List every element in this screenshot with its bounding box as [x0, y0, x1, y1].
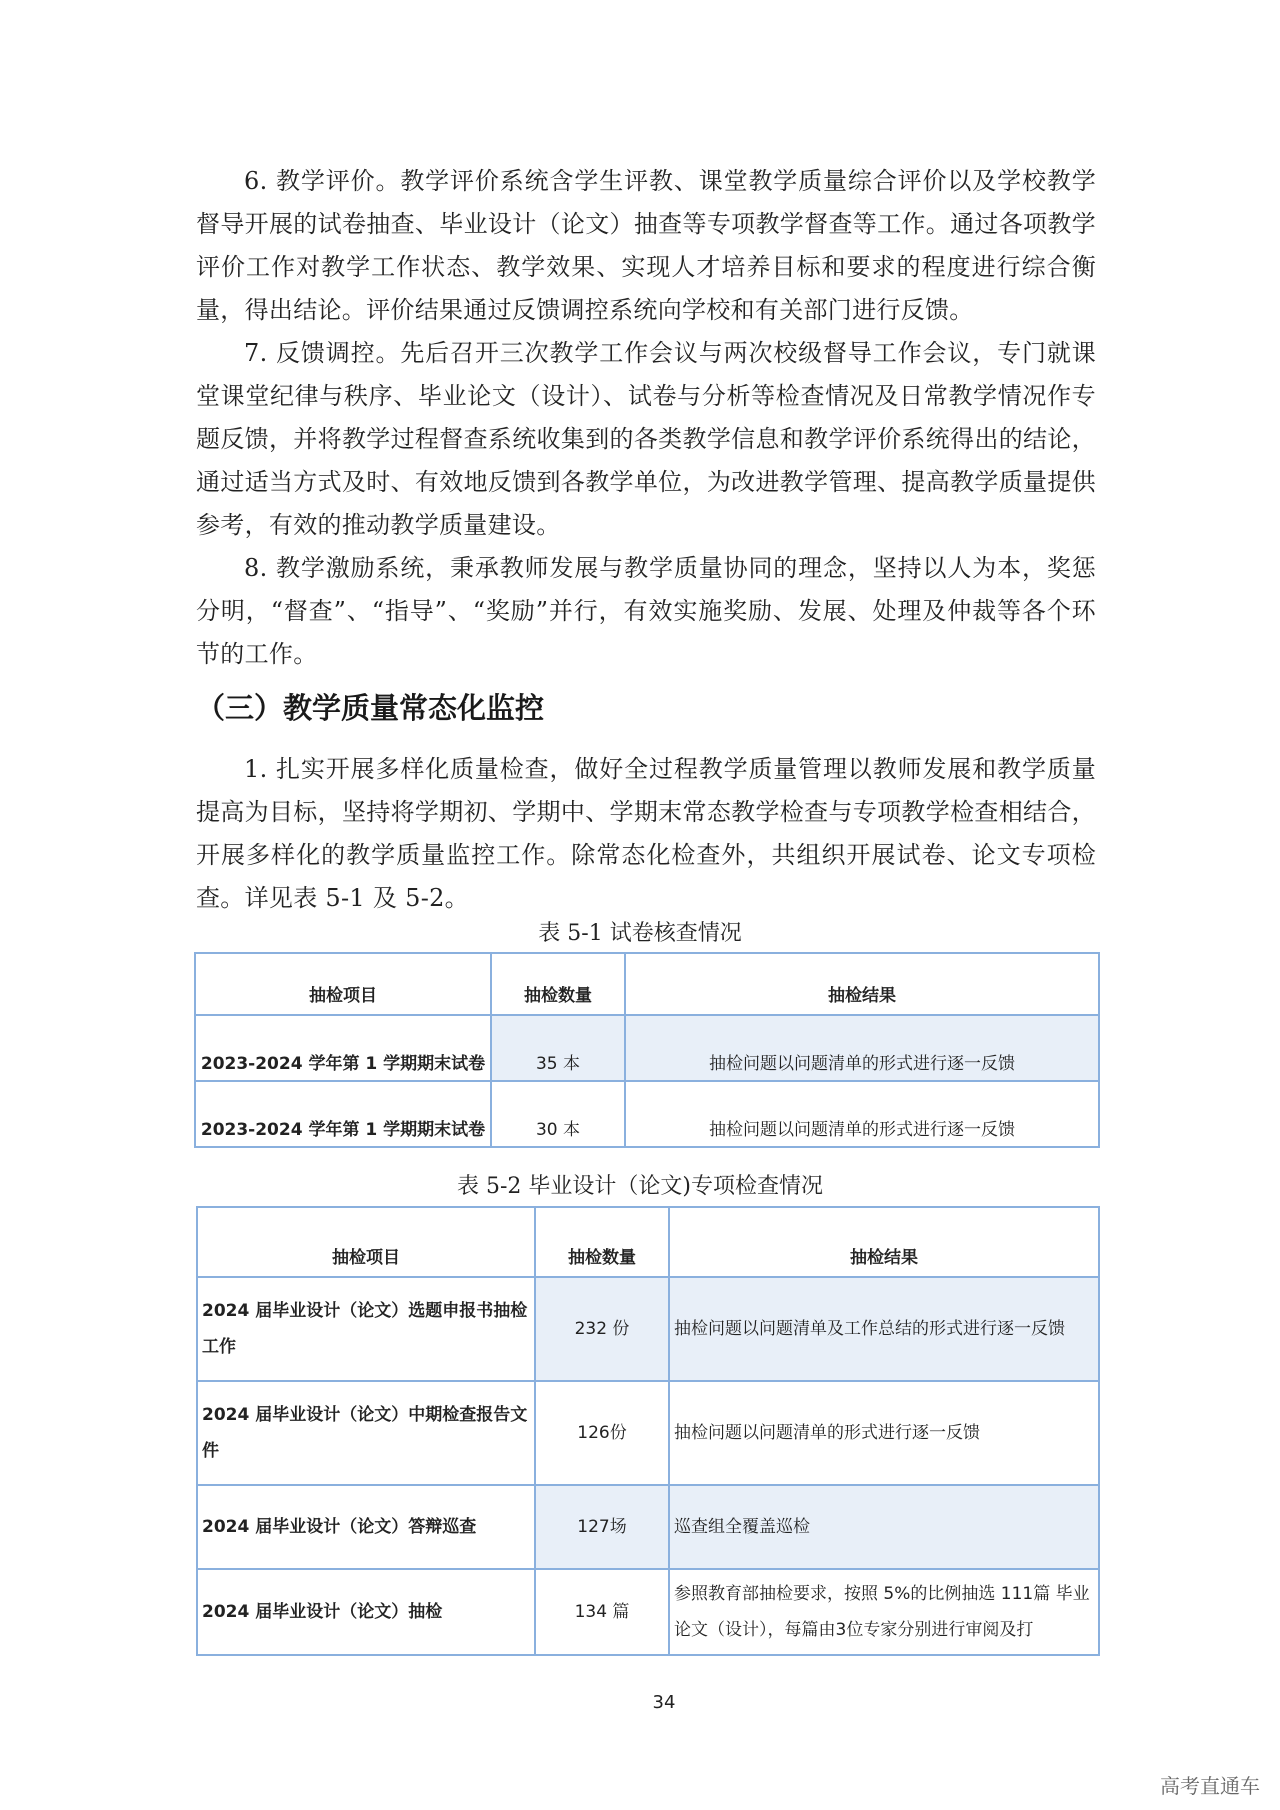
- header-result: 抽检结果: [669, 1207, 1099, 1277]
- cell-item: 2024 届毕业设计（论文）中期检查报告文件: [197, 1381, 535, 1485]
- cell-quantity: 127场: [535, 1485, 669, 1569]
- section-heading: （三）教学质量常态化监控: [196, 691, 545, 725]
- cell-result: 抽检问题以问题清单及工作总结的形式进行逐一反馈: [669, 1277, 1099, 1381]
- cell-result: 巡查组全覆盖巡检: [669, 1485, 1099, 1569]
- paragraph-incentive-system: 8. 教学激励系统，秉承教师发展与教学质量协同的理念，坚持以人为本，奖惩分明，“督查”、“指导”、“奖励”并行，有效实施奖励、发展、处理及仲裁等各个环节的工作。: [196, 554, 1096, 668]
- table-row: [197, 1277, 1099, 1381]
- paragraph-quality-inspection: 1. 扎实开展多样化质量检查，做好全过程教学质量管理以教师发展和教学质量提高为目标，坚持将学期初、学期中、学期末常态教学检查与专项教学检查相结合，开展多样化的教学质量监控工作。除常态化检查外，共组织开展试卷、论文专项检查。详见表 5-1 及 5-2。: [196, 755, 1096, 912]
- cell-item: 2024 届毕业设计（论文）答辩巡查: [197, 1485, 535, 1569]
- cell-quantity: 134 篇: [535, 1569, 669, 1655]
- cell-result: 抽检问题以问题清单的形式进行逐一反馈: [625, 1015, 1099, 1081]
- cell-result: 参照教育部抽检要求，按照 5%的比例抽选 111篇 毕业论文（设计），每篇由3位专家分别进行审阅及打: [669, 1569, 1099, 1655]
- table-caption: 表 5-1 试卷核查情况: [538, 921, 742, 946]
- cell-quantity: 126份: [535, 1381, 669, 1485]
- table-caption: 表 5-2 毕业设计（论文)专项检查情况: [457, 1174, 823, 1199]
- table-row: [195, 1081, 1099, 1147]
- cell-quantity: 35 本: [491, 1015, 625, 1081]
- header-item: 抽检项目: [195, 953, 491, 1015]
- header-quantity: 抽检数量: [535, 1207, 669, 1277]
- exam-paper-check-table: [194, 952, 1100, 1148]
- graduation-design-check-table: [196, 1206, 1100, 1656]
- table-row: [195, 1015, 1099, 1081]
- header-result: 抽检结果: [625, 953, 1099, 1015]
- page-number: 34: [652, 1692, 676, 1713]
- cell-item: 2023-2024 学年第 1 学期期末试卷: [195, 1081, 491, 1147]
- table-row: [197, 1381, 1099, 1485]
- table-header-row: [197, 1207, 1099, 1277]
- paragraph-teaching-evaluation: 6. 教学评价。教学评价系统含学生评教、课堂教学质量综合评价以及学校教学督导开展的试卷抽查、毕业设计（论文）抽查等专项教学督查等工作。通过各项教学评价工作对教学工作状态、教学效果、实现人才培养目标和要求的程度进行综合衡量，得出结论。评价结果通过反馈调控系统向学校和有关部门进行反馈。: [196, 167, 1096, 324]
- cell-result: 抽检问题以问题清单的形式进行逐一反馈: [669, 1381, 1099, 1485]
- table-row: [197, 1569, 1099, 1655]
- cell-item: 2024 届毕业设计（论文）选题申报书抽检工作: [197, 1277, 535, 1381]
- cell-quantity: 30 本: [491, 1081, 625, 1147]
- cell-result: 抽检问题以问题清单的形式进行逐一反馈: [625, 1081, 1099, 1147]
- cell-item: 2024 届毕业设计（论文）抽检: [197, 1569, 535, 1655]
- table-row: [197, 1485, 1099, 1569]
- header-item: 抽检项目: [197, 1207, 535, 1277]
- header-quantity: 抽检数量: [491, 953, 625, 1015]
- watermark: 高考直通车: [1160, 1774, 1260, 1798]
- paragraph-feedback-control: 7. 反馈调控。先后召开三次教学工作会议与两次校级督导工作会议，专门就课堂课堂纪律与秩序、毕业论文（设计）、试卷与分析等检查情况及日常教学情况作专题反馈，并将教学过程督查系统收集到的各类教学信息和教学评价系统得出的结论，通过适当方式及时、有效地反馈到各教学单位，为改进教学管理、提高教学质量提供参考，有效的推动教学质量建设。: [196, 339, 1096, 539]
- cell-quantity: 232 份: [535, 1277, 669, 1381]
- cell-item: 2023-2024 学年第 1 学期期末试卷: [195, 1015, 491, 1081]
- table-header-row: [195, 953, 1099, 1015]
